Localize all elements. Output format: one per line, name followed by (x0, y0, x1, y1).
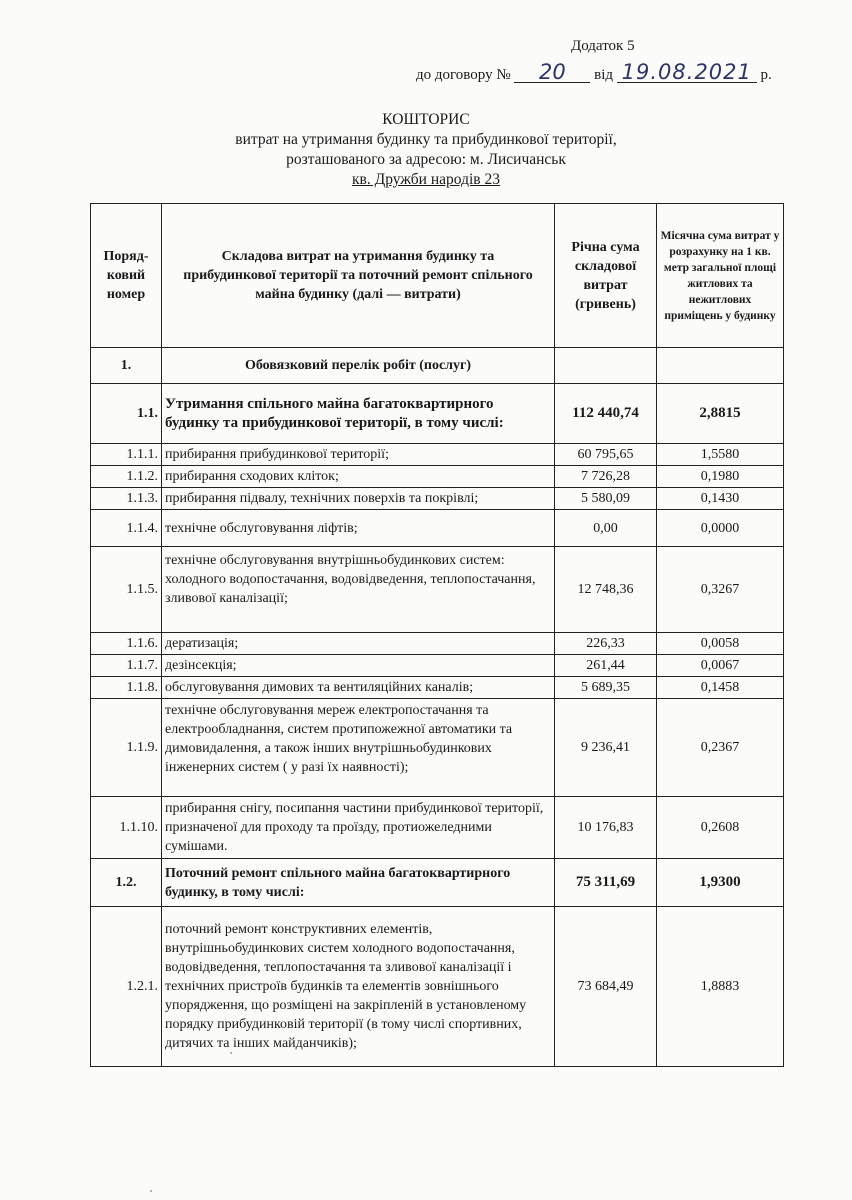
table-row (91, 699, 784, 797)
row-number: 1.1. (91, 384, 162, 444)
table-row (91, 677, 784, 699)
row-annual: 12 748,36 (555, 547, 657, 633)
row-monthly: 0,3267 (657, 547, 784, 633)
row-annual: 9 236,41 (555, 699, 657, 797)
date-suffix: р. (760, 67, 772, 83)
row-annual: 226,33 (555, 633, 657, 655)
table-row (91, 510, 784, 547)
title-line-3-address: кв. Дружби народів 23 (352, 171, 500, 188)
row-monthly: 1,8883 (657, 907, 784, 1067)
row-annual: 7 726,28 (555, 466, 657, 488)
row-annual: 0,00 (555, 510, 657, 547)
row-annual: 75 311,69 (555, 859, 657, 907)
row-annual: 261,44 (555, 655, 657, 677)
row-number: 1.2.1. (91, 907, 162, 1067)
row-number: 1.1.4. (91, 510, 162, 547)
row-number: 1.1.5. (91, 547, 162, 633)
date-prefix: від (594, 67, 614, 83)
row-monthly: 0,0058 (657, 633, 784, 655)
contract-number-handwritten: 20 (514, 62, 590, 83)
row-monthly: 1,9300 (657, 859, 784, 907)
header-annual-sum: Річна сума складової витрат (гривень) (555, 204, 657, 348)
row-description: Обовязковий перелік робіт (послуг) (162, 348, 555, 384)
row-annual: 5 689,35 (555, 677, 657, 699)
row-annual: 5 580,09 (555, 488, 657, 510)
title-line-2: розташованого за адресою: м. Лисичанськ (286, 151, 566, 168)
row-monthly: 0,2367 (657, 699, 784, 797)
row-description: технічне обслуговування внутрішньобудинкових систем: холодного водопостачання, водовідведення, теплопостачання, зливової каналізації; (162, 547, 555, 633)
contract-date-handwritten: 19.08.2021 (617, 62, 757, 83)
contract-line (416, 62, 772, 84)
row-number: 1.1.8. (91, 677, 162, 699)
title-line-1: витрат на утримання будинку та прибудинкової території, (235, 131, 617, 148)
header-ordinal: Поряд-ковий номер (91, 204, 162, 348)
row-description: прибирання підвалу, технічних поверхів та покрівлі; (162, 488, 555, 510)
table-row (91, 348, 784, 384)
document-title-block (0, 110, 852, 190)
scan-speck (230, 1052, 232, 1054)
document-title: КОШТОРИС (382, 111, 470, 128)
row-number: 1.1.1. (91, 444, 162, 466)
row-description: технічне обслуговування мереж електропостачання та електрообладнання, систем протипожежної автоматики та димовидалення, а також інших внутрішньобудинкових інженерних систем ( у разі їх наявності); (162, 699, 555, 797)
estimate-table (90, 203, 784, 1067)
table-row (91, 444, 784, 466)
row-description: технічне обслуговування ліфтів; (162, 510, 555, 547)
row-number: 1. (91, 348, 162, 384)
table-row (91, 488, 784, 510)
row-monthly: 0,1430 (657, 488, 784, 510)
row-number: 1.2. (91, 859, 162, 907)
table-row (91, 384, 784, 444)
row-description: поточний ремонт конструктивних елементів, внутрішньобудинкових систем холодного водопостачання, водовідведення, теплопостачання та зливової каналізації і технічних пристроїв будинків та елементів зовнішнього упорядження, що розміщені на закріпленій в установленому порядку прибудинковій території (в тому числі спортивних, дитячих та інших майданчиків); (162, 907, 555, 1067)
row-description: прибирання прибудинкової території; (162, 444, 555, 466)
table-row (91, 466, 784, 488)
header-monthly-sum: Місячна сума витрат у розрахунку на 1 кв. метр загальної площі житлових та нежитлових приміщень у будинку (657, 204, 784, 348)
row-annual: 60 795,65 (555, 444, 657, 466)
scan-speck (150, 1190, 152, 1192)
row-monthly: 0,1458 (657, 677, 784, 699)
row-monthly: 2,8815 (657, 384, 784, 444)
row-number: 1.1.3. (91, 488, 162, 510)
row-monthly: 0,1980 (657, 466, 784, 488)
row-monthly: 0,2608 (657, 797, 784, 859)
row-description: обслуговування димових та вентиляційних каналів; (162, 677, 555, 699)
row-description: Утримання спільного майна багатоквартирного будинку та прибудинкової території, в тому числі: (162, 384, 555, 444)
row-description: дезінсекція; (162, 655, 555, 677)
table-row (91, 633, 784, 655)
row-description: дератизація; (162, 633, 555, 655)
row-annual: 112 440,74 (555, 384, 657, 444)
row-monthly (657, 348, 784, 384)
header-component: Складова витрат на утримання будинку та прибудинкової території та поточний ремонт спільного майна будинку (далі — витрати) (162, 204, 555, 348)
row-number: 1.1.2. (91, 466, 162, 488)
row-annual: 10 176,83 (555, 797, 657, 859)
addendum-label: Додаток 5 (571, 38, 635, 54)
table-header-row (91, 204, 784, 348)
table-row (91, 907, 784, 1067)
row-number: 1.1.6. (91, 633, 162, 655)
table-row (91, 797, 784, 859)
row-annual (555, 348, 657, 384)
table-row (91, 547, 784, 633)
row-monthly: 1,5580 (657, 444, 784, 466)
row-number: 1.1.9. (91, 699, 162, 797)
row-description: прибирання сходових кліток; (162, 466, 555, 488)
table-row (91, 859, 784, 907)
row-description: Поточний ремонт спільного майна багатоквартирного будинку, в тому числі: (162, 859, 555, 907)
row-description: прибирання снігу, посипання частини прибудинкової території, призначеної для проходу та проїзду, протиожеледними сумішами. (162, 797, 555, 859)
table-row (91, 655, 784, 677)
contract-prefix: до договору № (416, 67, 511, 83)
row-monthly: 0,0067 (657, 655, 784, 677)
row-number: 1.1.7. (91, 655, 162, 677)
row-monthly: 0,0000 (657, 510, 784, 547)
row-number: 1.1.10. (91, 797, 162, 859)
row-annual: 73 684,49 (555, 907, 657, 1067)
